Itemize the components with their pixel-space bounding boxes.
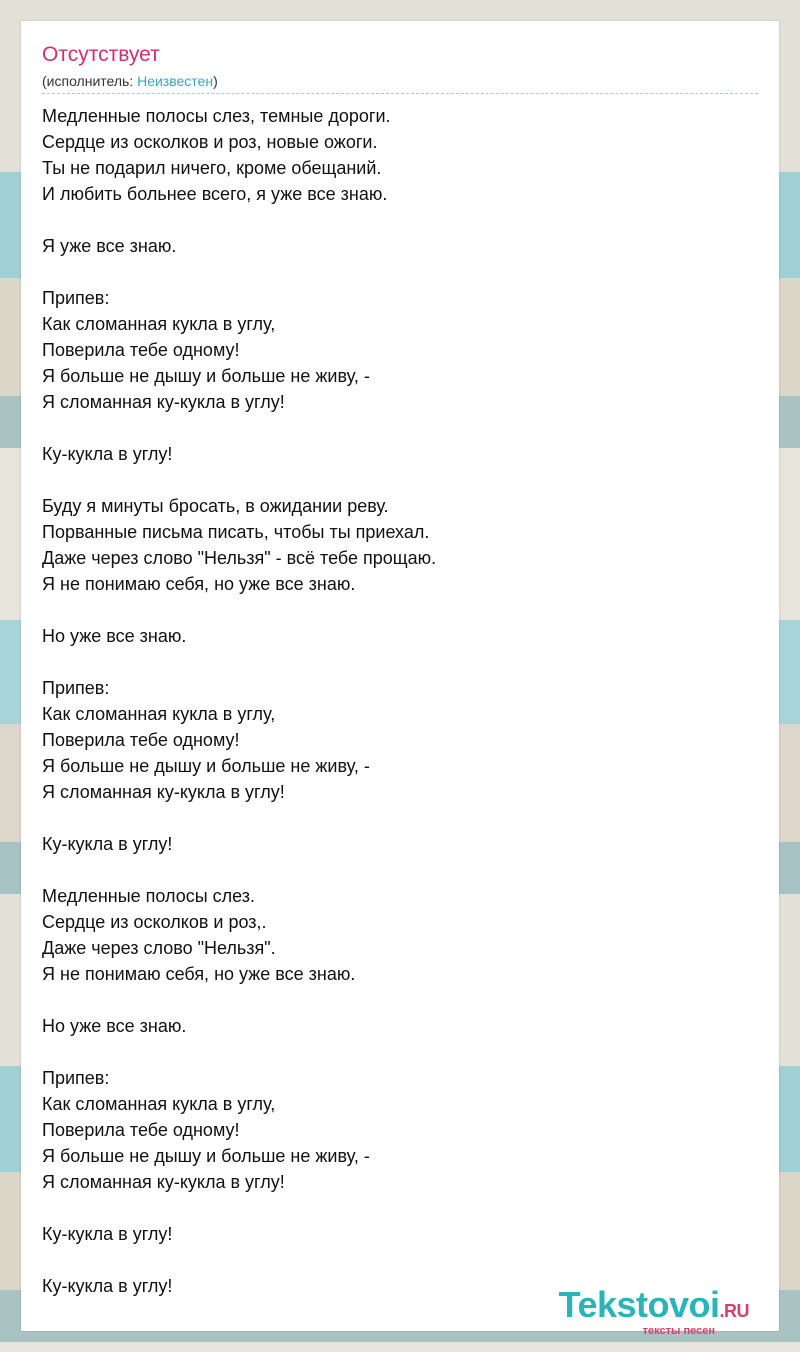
stanza-gap [42, 1247, 436, 1273]
lyric-line: Я больше не дышу и больше не живу, - [42, 1146, 370, 1166]
stanza-gap [42, 415, 436, 441]
lyric-line: Ку-кукла в углу! [42, 444, 173, 464]
stanza-gap [42, 857, 436, 883]
artist-suffix: ) [213, 73, 218, 89]
lyric-line: Сердце из осколков и роз, новые ожоги. [42, 132, 378, 152]
stanza-gap [42, 259, 436, 285]
lyric-line: Поверила тебе одному! [42, 730, 240, 750]
song-title: Отсутствует [42, 43, 160, 66]
lyrics-card [21, 21, 779, 1337]
stanza-gap [42, 1039, 436, 1065]
lyric-line: Поверила тебе одному! [42, 340, 240, 360]
lyric-line: Я сломанная ку-кукла в углу! [42, 1172, 285, 1192]
lyric-line: Я сломанная ку-кукла в углу! [42, 782, 285, 802]
lyric-line: Сердце из осколков и роз,. [42, 912, 267, 932]
lyric-line: Припев: [42, 288, 110, 308]
lyric-line: Припев: [42, 1068, 110, 1088]
lyric-line: Я больше не дышу и больше не живу, - [42, 366, 370, 386]
lyric-line: Я не понимаю себя, но уже все знаю. [42, 964, 356, 984]
lyric-line: Порванные письма писать, чтобы ты приехал. [42, 522, 430, 542]
lyric-line: Я не понимаю себя, но уже все знаю. [42, 574, 356, 594]
stanza-gap [42, 649, 436, 675]
stanza-gap [42, 987, 436, 1013]
lyric-line: Даже через слово "Нельзя". [42, 938, 276, 958]
lyric-line: Ку-кукла в углу! [42, 1224, 173, 1244]
lyric-line: И любить больнее всего, я уже все знаю. [42, 184, 388, 204]
lyric-line: Даже через слово "Нельзя" - всё тебе прощаю. [42, 548, 437, 568]
logo-wordmark: Tekstovoi [558, 1284, 720, 1325]
lyric-line: Но уже все знаю. [42, 626, 187, 646]
lyric-line: Поверила тебе одному! [42, 1120, 240, 1140]
logo-tld: .RU [719, 1301, 749, 1321]
lyric-line: Как сломанная кукла в углу, [42, 704, 276, 724]
artist-prefix: (исполнитель: [42, 73, 138, 89]
lyrics-text [42, 103, 436, 1299]
site-logo[interactable] [558, 1284, 749, 1337]
lyric-line: Как сломанная кукла в углу, [42, 314, 276, 334]
lyric-line: Ты не подарил ничего, кроме обещаний. [42, 158, 382, 178]
lyric-line: Ку-кукла в углу! [42, 834, 173, 854]
stanza-gap [42, 597, 436, 623]
lyric-line: Медленные полосы слез. [42, 886, 256, 906]
lyric-line: Буду я минуты бросать, в ожидании реву. [42, 496, 389, 516]
lyric-line: Как сломанная кукла в углу, [42, 1094, 276, 1114]
stanza-gap [42, 1195, 436, 1221]
lyric-line: Но уже все знаю. [42, 1016, 187, 1036]
title-divider [42, 93, 758, 94]
artist-link[interactable]: Неизвестен [137, 73, 214, 89]
lyric-line: Я больше не дышу и больше не живу, - [42, 756, 370, 776]
stanza-gap [42, 207, 436, 233]
stanza-gap [42, 805, 436, 831]
logo-tagline: тексты песен [642, 1325, 715, 1337]
lyric-line: Ку-кукла в углу! [42, 1276, 173, 1296]
lyric-line: Медленные полосы слез, темные дороги. [42, 106, 391, 126]
stanza-gap [42, 467, 436, 493]
lyric-line: Припев: [42, 678, 110, 698]
lyric-line: Я сломанная ку-кукла в углу! [42, 392, 285, 412]
lyric-line: Я уже все знаю. [42, 236, 177, 256]
artist-line [42, 73, 218, 89]
